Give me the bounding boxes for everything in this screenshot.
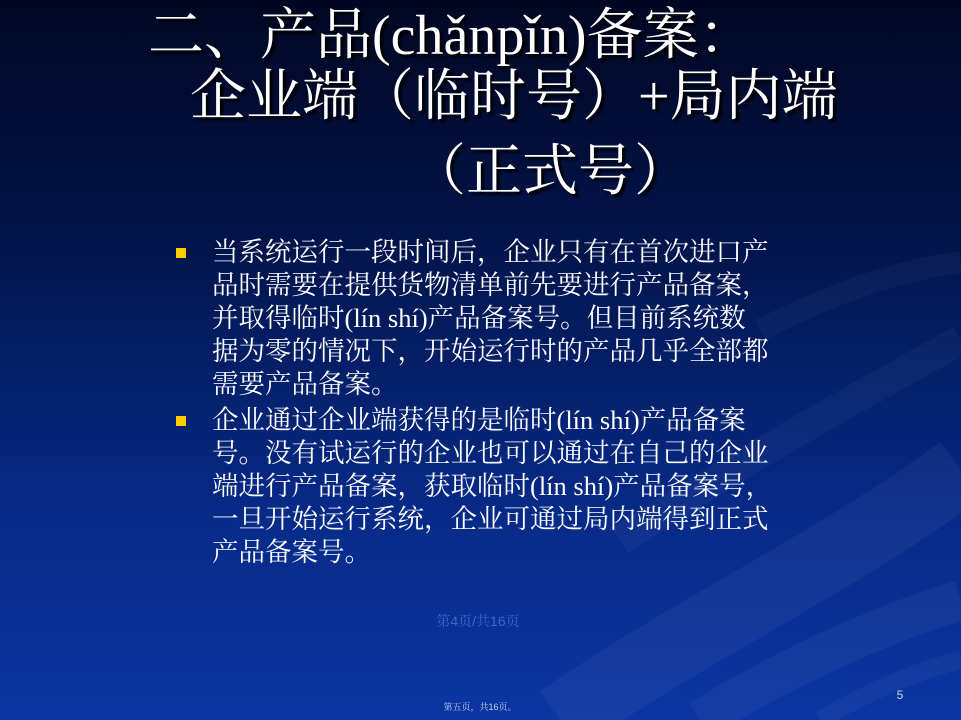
bullet-text-line: 据为零的情况下，开始运行时的产品几乎全部都 [212,336,769,366]
square-bullet-icon [176,416,186,426]
bullet-text-line: 一旦开始运行系统，企业可通过局内端得到正式 [212,504,769,534]
bullet-text-line: 品时需要在提供货物清单前先要进行产品备案， [212,270,769,300]
bullet-text-line: 并取得临时(lín shí)产品备案号。但目前系统数 [212,303,746,333]
bullet-text-line: 端进行产品备案，获取临时(lín shí)产品备案号， [212,471,773,501]
bullet-item-2 [176,404,816,569]
slide-title-line-1: 二、产品(chǎnpǐn)备案： [148,5,755,67]
bullet-text-line: 需要产品备案。 [212,369,398,399]
bullet-text-line: 当系统运行一段时间后，企业只有在首次进口产 [212,237,769,267]
bullet-text-line: 产品备案号。 [212,537,371,567]
bullet-item-1 [176,236,816,401]
bullet-text-line: 企业通过企业端获得的是临时(lín shí)产品备案 [212,405,746,435]
page-indicator: 第4页/共16页 [436,613,520,629]
slide-number: 5 [896,688,904,702]
slide-title-line-3: （正式号） [410,141,690,203]
slide-title-line-2: 企业端（临时号）+局内端 [190,66,838,128]
square-bullet-icon [176,248,186,258]
footer-page-note: 第五页，共16页。 [443,702,517,712]
bullet-list [176,236,816,572]
bullet-text-line: 号。没有试运行的企业也可以通过在自己的企业 [212,438,769,468]
